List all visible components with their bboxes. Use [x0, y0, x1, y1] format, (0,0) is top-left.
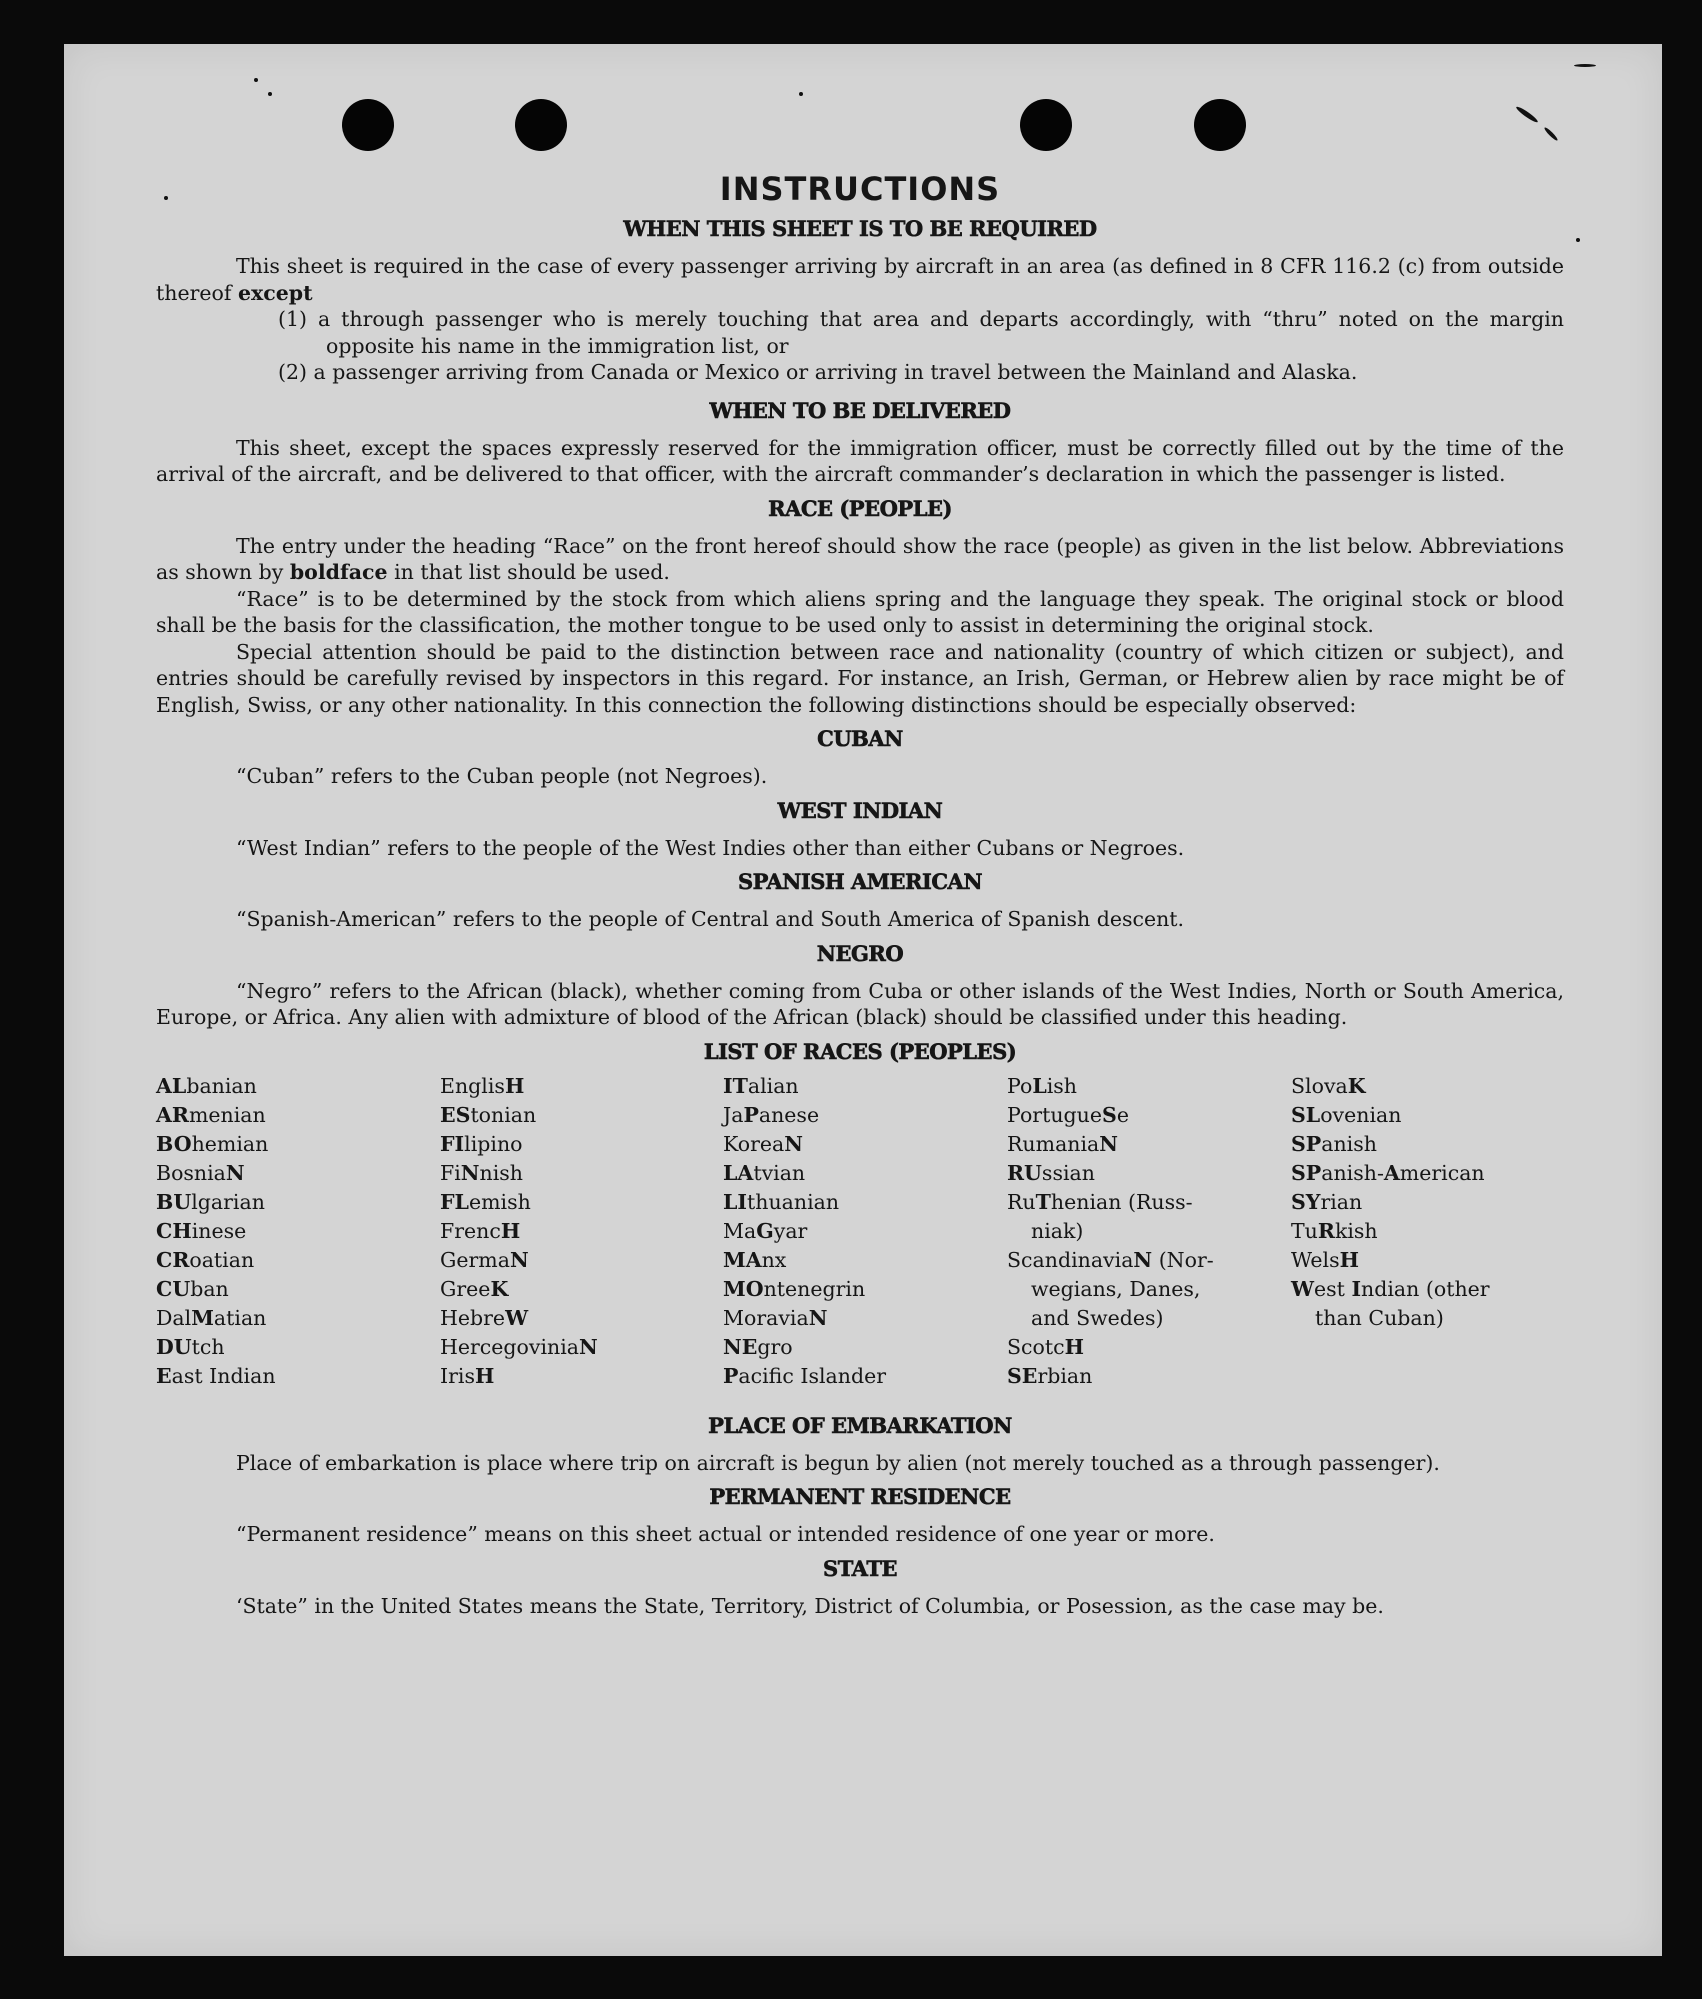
race-entry: SLovenian — [1291, 1102, 1402, 1127]
race-entry: KoreaN — [723, 1131, 804, 1156]
race-p1-bold: boldface — [289, 560, 388, 584]
race-entry: BosniaN — [156, 1160, 245, 1185]
race-entry: SlovaK — [1291, 1073, 1366, 1098]
punch-hole-4 — [1194, 99, 1246, 151]
race-entry: HercegoviniaN — [440, 1334, 598, 1359]
race-entry: CRoatian — [156, 1247, 255, 1272]
residence-paragraph: “Permanent residence” means on this sheet actual or intended residence of one year or more. — [236, 1522, 1215, 1546]
required-item-2: (2) a passenger arriving from Canada or Mexico or arriving in travel between the Mainland and Alaska. — [278, 360, 1358, 384]
race-entry: SErbian — [1007, 1363, 1093, 1388]
west-indian-paragraph: “West Indian” refers to the people of the West Indies other than either Cubans or Negroes. — [236, 835, 1185, 860]
heading-embarkation: PLACE OF EMBARKATION — [708, 1412, 1012, 1438]
heading-when-required: WHEN THIS SHEET IS TO BE REQUIRED — [623, 216, 1097, 241]
race-entry: BOhemian — [156, 1131, 269, 1156]
race-paragraph-1 — [156, 533, 1564, 586]
race-entry: LIthuanian — [723, 1189, 840, 1214]
race-entry: FLemish — [440, 1189, 531, 1214]
required-paragraph — [156, 253, 1564, 306]
race-entry: GermaN — [440, 1247, 529, 1272]
race-entry: SPanish — [1291, 1131, 1377, 1156]
negro-paragraph: “Negro” refers to the African (black), whether coming from Cuba or other islands of the West Indies, North or South America, Europe, or Africa. Any alien with admixture of blood of the African (black) should be classified under this heading. — [156, 978, 1564, 1029]
instructions-content — [156, 170, 1564, 1619]
heading-when-delivered: WHEN TO BE DELIVERED — [709, 397, 1011, 423]
race-column-2 — [440, 1072, 723, 1391]
race-p1-a: The entry under the heading “Race” on the front hereof should show the race (people) as given in the list below. Abbreviations as shown by — [156, 533, 1564, 584]
race-entry: SYrian — [1291, 1189, 1363, 1214]
page-title: INSTRUCTIONS — [719, 170, 1001, 208]
race-entry: TuRkish — [1291, 1218, 1378, 1243]
speck — [1576, 238, 1580, 242]
race-column-5 — [1291, 1072, 1575, 1391]
race-entry: ALbanian — [156, 1073, 257, 1098]
speck — [799, 92, 803, 96]
race-entry: WelsH — [1291, 1247, 1359, 1272]
race-paragraph-2: “Race” is to be determined by the stock from which aliens spring and the language they speak. The original stock or blood shall be the basis for the classification, the mother tongue to be used only to assist in determining the original stock. — [156, 586, 1564, 637]
race-entry: East Indian — [156, 1363, 276, 1388]
speck — [1515, 105, 1539, 124]
cuban-paragraph: “Cuban” refers to the Cuban people (not Negroes). — [236, 764, 768, 788]
heading-west-indian: WEST INDIAN — [777, 797, 943, 823]
heading-spanish-american: SPANISH AMERICAN — [737, 869, 983, 894]
heading-race: RACE (PEOPLE) — [768, 495, 952, 521]
spanish-american-paragraph: “Spanish-American” refers to the people of Central and South America of Spanish descent. — [236, 907, 1185, 931]
race-column-1 — [156, 1072, 440, 1391]
race-entry: niak) — [1031, 1218, 1084, 1243]
race-paragraph-3: Special attention should be paid to the distinction between race and nationality (country of which citizen or subject), and entries should be carefully revised by inspectors in this regard. For instance, an Irish, German, or Hebrew alien by race might be of English, Swiss, or any other nationality. In this connection the following distinctions should be especially observed: — [156, 639, 1564, 717]
delivered-paragraph: This sheet, except the spaces expressly reserved for the immigration officer, must be correctly filled out by the time of the arrival of the aircraft, and be delivered to that officer, with the aircraft commander’s declaration in which the passenger is listed. — [156, 435, 1564, 486]
race-entry: MOntenegrin — [723, 1276, 866, 1301]
race-entry: ARmenian — [156, 1102, 266, 1127]
embarkation-paragraph: Place of embarkation is place where trip on aircraft is begun by alien (not merely touched as a through passenger). — [236, 1450, 1440, 1475]
race-list — [156, 1072, 1564, 1391]
race-entry: NEgro — [723, 1334, 793, 1359]
race-entry: SPanish-American — [1291, 1160, 1485, 1185]
required-item-1: (1) a through passenger who is merely touching that area and departs accordingly, with “thru” noted on the margin opposite his name in the immigration list, or — [278, 307, 1564, 358]
race-entry: ScotcH — [1007, 1334, 1084, 1359]
race-column-3 — [723, 1072, 1007, 1391]
race-entry: than Cuban) — [1315, 1305, 1444, 1330]
race-entry: GreeK — [440, 1276, 509, 1301]
heading-permanent-residence: PERMANENT RESIDENCE — [709, 1484, 1011, 1509]
race-entry: RuThenian (Russ- — [1007, 1189, 1193, 1214]
race-entry: EStonian — [440, 1102, 537, 1127]
race-entry: ScandinaviaN (Nor- — [1007, 1247, 1214, 1272]
race-entry: wegians, Danes, — [1031, 1276, 1201, 1301]
race-entry: West Indian (other — [1291, 1276, 1490, 1301]
race-entry: ITalian — [723, 1073, 799, 1098]
speck — [1574, 64, 1596, 67]
race-entry: PoLish — [1007, 1073, 1078, 1098]
race-entry: MAnx — [723, 1247, 787, 1272]
race-entry: Pacific Islander — [723, 1363, 887, 1388]
race-entry: PortugueSe — [1007, 1102, 1129, 1127]
race-entry: BUlgarian — [156, 1189, 265, 1214]
document-page — [64, 44, 1662, 1956]
speck — [254, 78, 258, 82]
heading-list-of-races: LIST OF RACES (PEOPLES) — [703, 1038, 1017, 1064]
speck — [268, 92, 272, 96]
race-p1-b: in that list should be used. — [387, 560, 670, 584]
race-entry: IrisH — [440, 1363, 495, 1388]
race-column-4 — [1007, 1072, 1291, 1391]
race-entry: HebreW — [440, 1305, 529, 1330]
state-paragraph: ‘State” in the United States means the State, Territory, District of Columbia, or Posession, as the case may be. — [236, 1593, 1384, 1618]
race-entry: CHinese — [156, 1218, 247, 1243]
race-entry: FIlipino — [440, 1131, 523, 1156]
required-except: except — [237, 280, 313, 305]
heading-cuban: CUBAN — [817, 726, 903, 751]
race-entry: RUssian — [1007, 1160, 1095, 1185]
race-entry: JaPanese — [723, 1102, 820, 1127]
punch-hole-3 — [1020, 99, 1072, 151]
race-entry: MoraviaN — [723, 1305, 828, 1330]
punch-hole-2 — [515, 99, 567, 151]
race-entry: EnglisH — [440, 1073, 525, 1098]
race-entry: CUban — [156, 1276, 229, 1301]
heading-negro: NEGRO — [816, 940, 904, 966]
race-entry: MaGyar — [723, 1218, 808, 1243]
speck — [1543, 126, 1559, 142]
race-entry: LAtvian — [723, 1160, 806, 1185]
race-entry: DUtch — [156, 1334, 225, 1359]
race-entry: RumaniaN — [1007, 1131, 1119, 1156]
race-entry: FiNnish — [440, 1160, 524, 1185]
required-text: This sheet is required in the case of every passenger arriving by aircraft in an area (as defined in 8 CFR 116.2 (c) from outside thereof — [156, 254, 1564, 305]
heading-state: STATE — [823, 1555, 897, 1581]
race-entry: and Swedes) — [1031, 1305, 1164, 1330]
race-entry: DalMatian — [156, 1305, 267, 1330]
punch-hole-1 — [342, 99, 394, 151]
race-entry: FrencH — [440, 1218, 521, 1243]
